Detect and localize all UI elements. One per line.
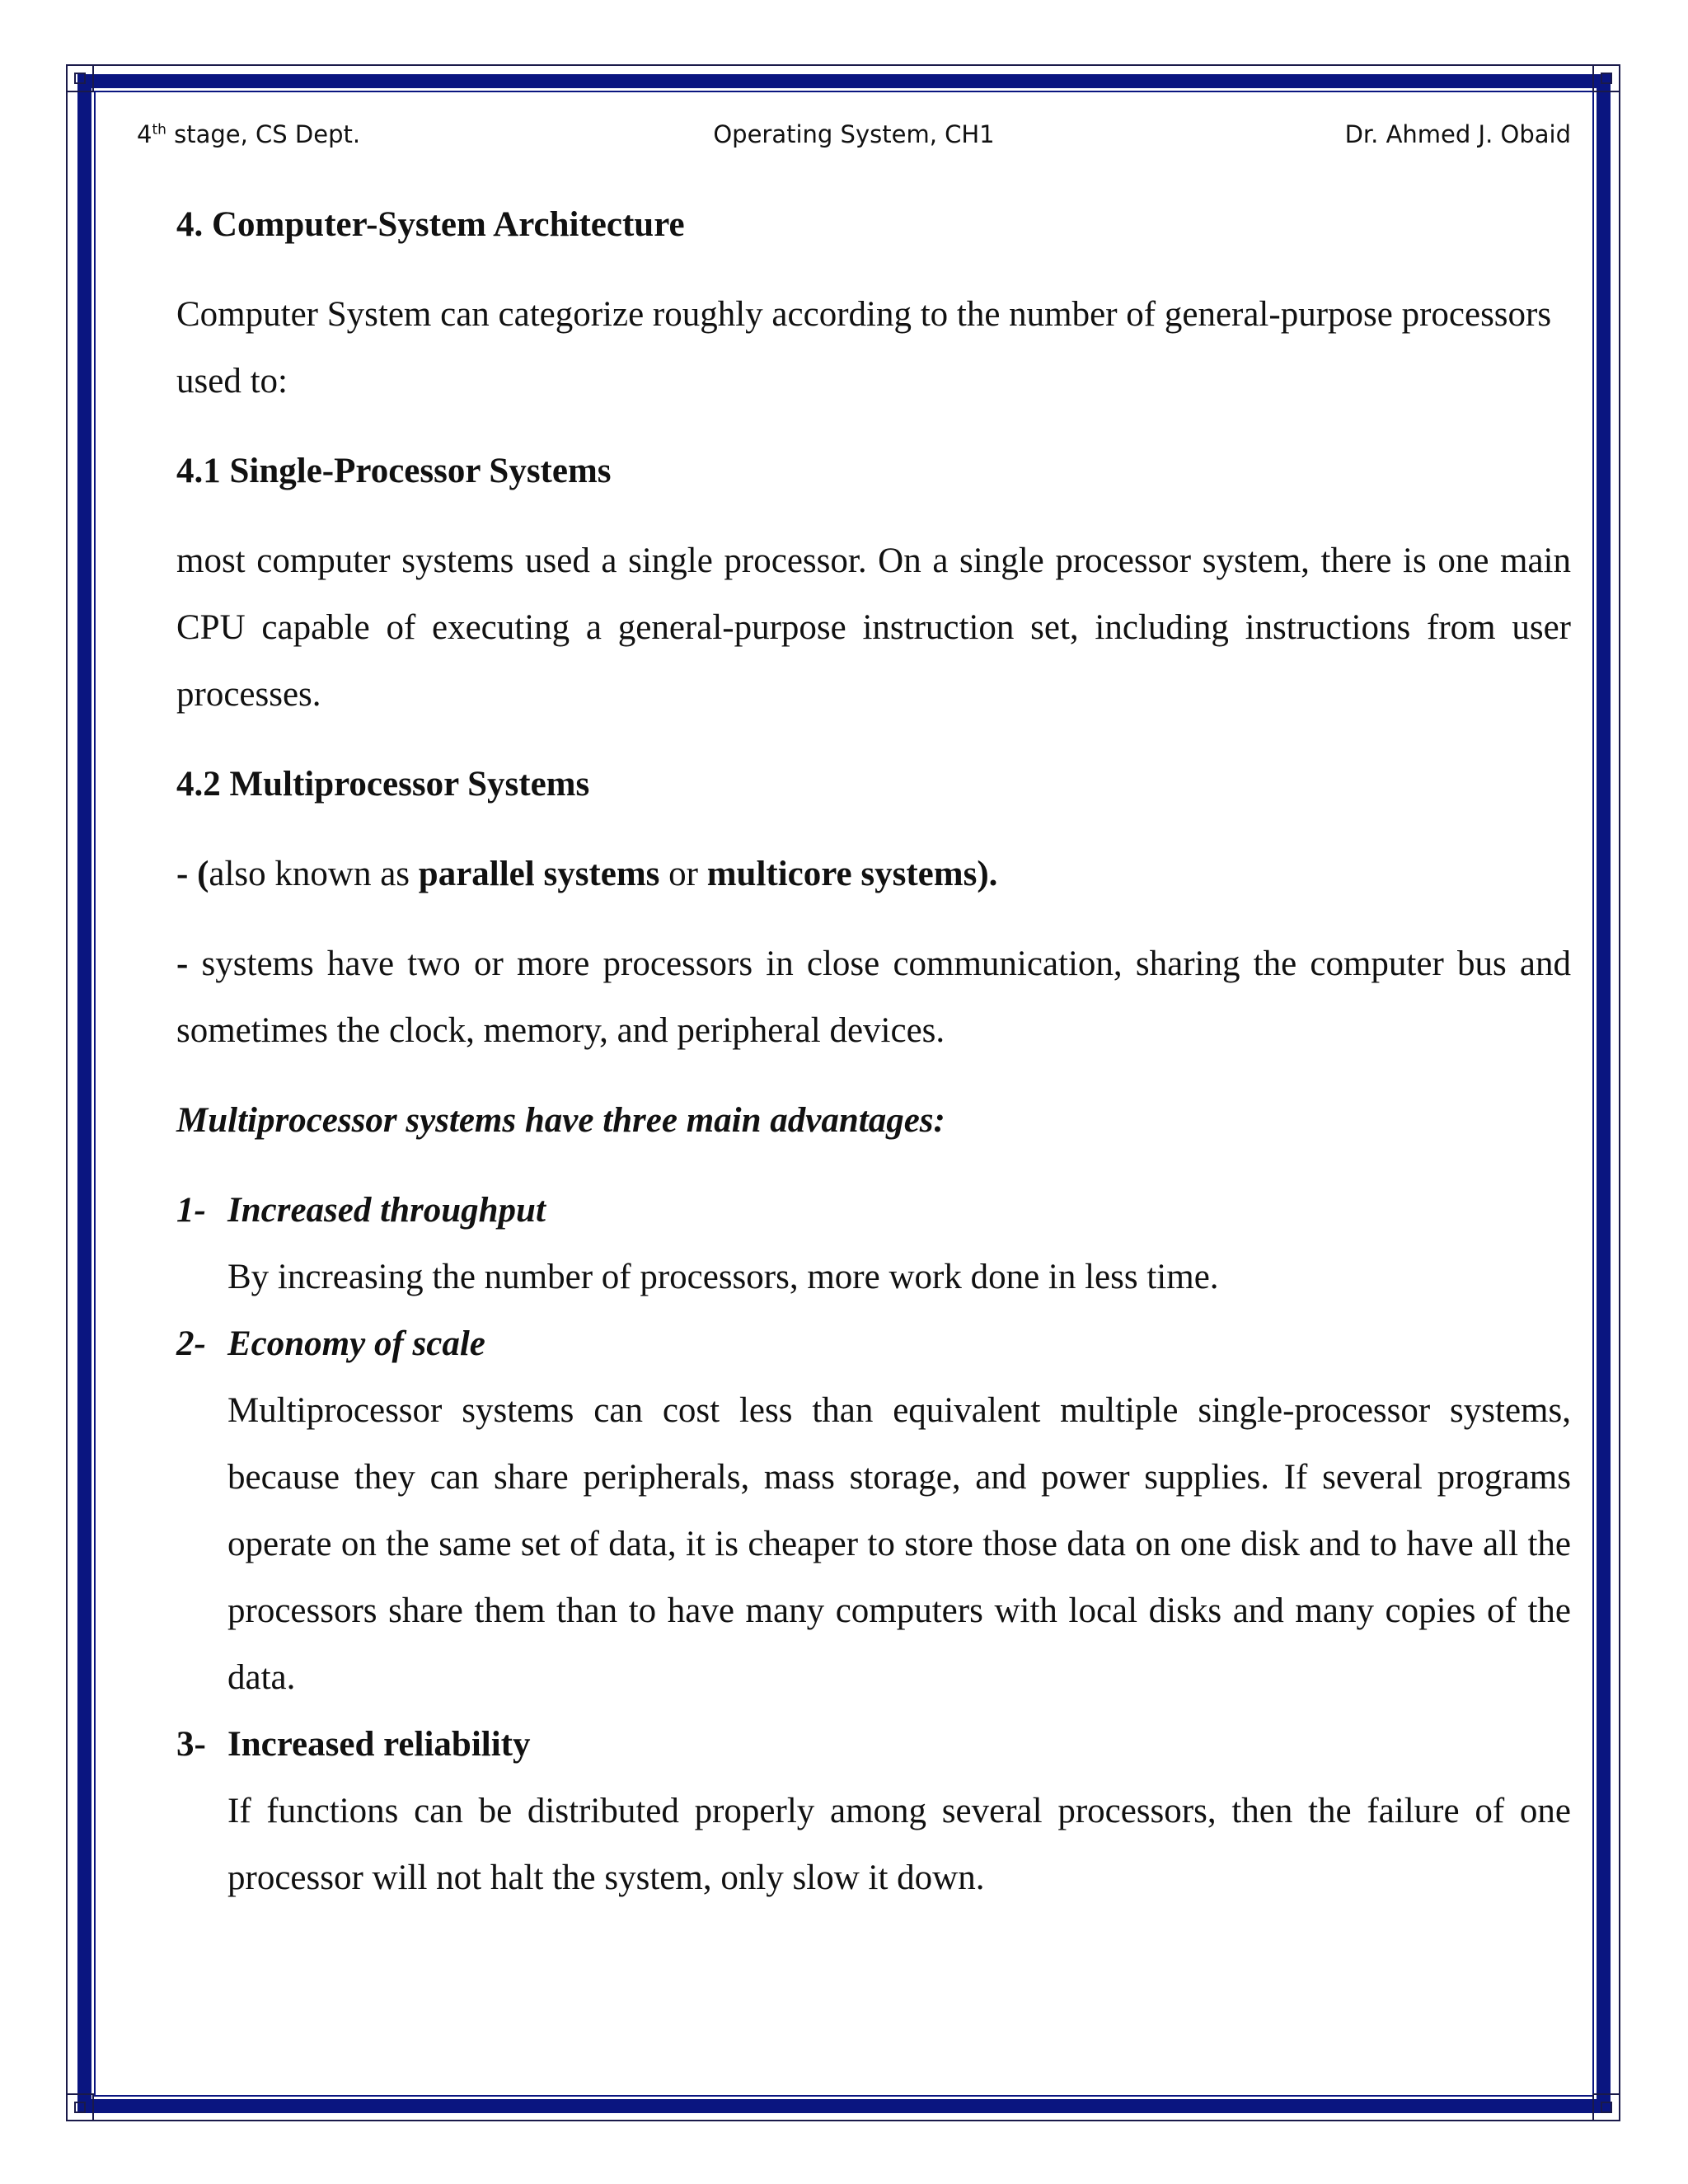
section-4-1-body: most computer systems used a single processor. On a single processor system, there is one main CPU capable of executing a general-purpose instruction set, including instructions from user processes. bbox=[176, 541, 1571, 714]
header-subject: Operating System, CH1 bbox=[713, 120, 995, 148]
advantages-list bbox=[176, 1177, 1571, 1911]
advantage-title: 2- Economy of scale bbox=[176, 1324, 485, 1363]
advantage-title: 1- Increased throughput bbox=[176, 1191, 546, 1230]
corner-ornament-top-right bbox=[1592, 64, 1620, 92]
corner-ornament-bottom-right bbox=[1592, 2093, 1620, 2121]
advantage-body: Multiprocessor systems can cost less than equivalent multiple single-processor systems, because they can share peripherals, mass storage, and power supplies. If several programs operate on the same set of data, it is cheaper to store those data on one disk and to have all the processors share them than to have many computers with local disks and many copies of the data. bbox=[227, 1391, 1571, 1697]
corner-ornament-top-left bbox=[66, 64, 94, 92]
section-heading-4: 4. Computer-System Architecture bbox=[176, 205, 685, 244]
advantage-body: By increasing the number of processors, more work done in less time. bbox=[227, 1258, 1219, 1296]
running-header bbox=[137, 120, 1571, 157]
document-body bbox=[176, 191, 1571, 1911]
section-4-2-description: - systems have two or more processors in close communication, sharing the computer bus and sometimes the clock, memory, and peripheral devices. bbox=[176, 944, 1571, 1050]
section-heading-4-2: 4.2 Multiprocessor Systems bbox=[176, 765, 590, 804]
section-4-intro: Computer System can categorize roughly according to the number of general-purpose processors used to: bbox=[176, 295, 1552, 401]
header-author: Dr. Ahmed J. Obaid bbox=[1344, 120, 1571, 148]
advantages-heading: Multiprocessor systems have three main advantages: bbox=[176, 1101, 945, 1140]
advantage-title: 3- Increased reliability bbox=[176, 1725, 531, 1764]
section-4-2-aka: - (also known as parallel systems or multicore systems). bbox=[176, 855, 998, 893]
corner-ornament-bottom-left bbox=[66, 2093, 94, 2121]
header-course-stage: 4th stage, CS Dept. bbox=[137, 120, 361, 148]
list-item bbox=[176, 1310, 1571, 1711]
list-item bbox=[176, 1711, 1571, 1911]
section-heading-4-1: 4.1 Single-Processor Systems bbox=[176, 452, 612, 490]
advantage-body: If functions can be distributed properly among several processors, then the failure of one processor will not halt the system, only slow it down. bbox=[227, 1792, 1571, 1897]
list-item bbox=[176, 1177, 1571, 1310]
